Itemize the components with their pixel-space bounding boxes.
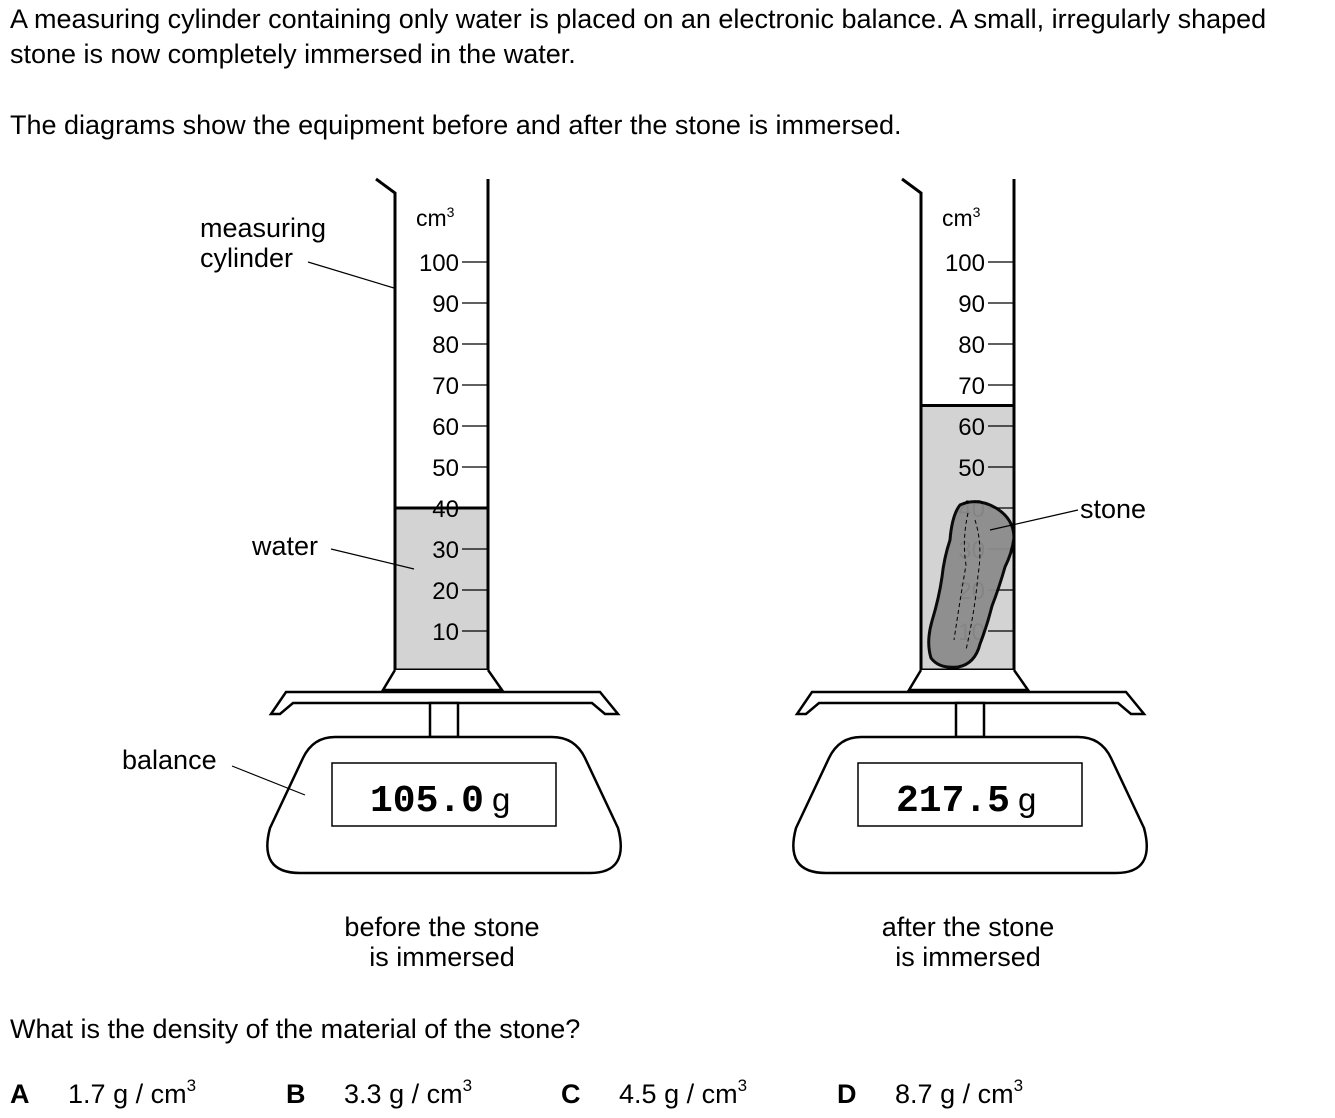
reading-unit: g (492, 781, 511, 818)
scale-tick-label: 100 (418, 250, 459, 277)
option-unit: g / cm (389, 1079, 463, 1109)
scale-tick-label: 60 (958, 414, 985, 441)
caption-after-line2: is immersed (895, 942, 1041, 972)
balance-reading: 217.5 (895, 780, 1010, 823)
scale-tick-label: 30 (432, 537, 459, 564)
scale-tick-label: 90 (958, 291, 985, 318)
before-apparatus (122, 179, 621, 972)
scale-tick-label: 40 (432, 496, 459, 523)
option-unit: g / cm (113, 1079, 187, 1109)
option-c[interactable] (561, 1077, 747, 1112)
intro-text: A measuring cylinder containing only water is placed on an electronic balance. A small, irregularly shaped stone is now completely immersed in the water. (10, 4, 1267, 69)
reading-unit: g (1018, 781, 1037, 818)
caption-before-line1: before the stone (344, 912, 540, 942)
scale-tick-label: 80 (958, 332, 985, 359)
caption-after-line1: after the stone (881, 912, 1055, 942)
scale-tick-label: 60 (432, 414, 459, 441)
option-value: 1.7 (68, 1079, 106, 1109)
question-text: What is the density of the material of the stone? (10, 1014, 581, 1044)
option-letter: A (10, 1079, 30, 1109)
option-value: 4.5 (619, 1079, 657, 1109)
scale-tick-label: 20 (432, 578, 459, 605)
label-stone: stone (1080, 494, 1147, 524)
cylinder-base (383, 670, 502, 690)
balance-diagram (0, 160, 1335, 990)
option-value: 3.3 (344, 1079, 382, 1109)
balance-reading: 105.0 (369, 780, 484, 823)
label-balance: balance (122, 745, 217, 775)
cylinder-base (909, 670, 1028, 690)
scale-tick-label: 100 (944, 250, 985, 277)
balance-stem (956, 703, 984, 737)
option-exp: 3 (186, 1076, 197, 1095)
option-exp: 3 (462, 1076, 473, 1095)
unit-label: $cm^3$ (416, 204, 455, 231)
scale-tick-label: 70 (432, 373, 459, 400)
scale-tick-label: 50 (432, 455, 459, 482)
option-letter: D (837, 1079, 857, 1109)
option-letter: C (561, 1079, 581, 1109)
option-b[interactable] (286, 1077, 472, 1112)
scale-tick-label: 10 (432, 619, 459, 646)
scale-tick-label: 50 (958, 455, 985, 482)
option-d[interactable] (837, 1077, 1023, 1112)
leader-cylinder (308, 262, 394, 288)
label-cylinder: cylinder (200, 243, 294, 273)
option-unit: g / cm (664, 1079, 738, 1109)
label-measuring: measuring (200, 213, 327, 243)
unit-label: $cm^3$ (942, 204, 981, 231)
option-value: 8.7 (895, 1079, 933, 1109)
caption-before-line2: is immersed (369, 942, 515, 972)
option-exp: 3 (1013, 1076, 1024, 1095)
scale-tick-label: 80 (432, 332, 459, 359)
option-letter: B (286, 1079, 306, 1109)
option-exp: 3 (737, 1076, 748, 1095)
scale-tick-label: 90 (432, 291, 459, 318)
balance-stem (430, 703, 458, 737)
scale-tick-label: 70 (958, 373, 985, 400)
option-unit: g / cm (940, 1079, 1014, 1109)
label-water: water (252, 531, 319, 561)
option-a[interactable] (10, 1077, 196, 1112)
after-apparatus (793, 179, 1146, 972)
diagram-description: The diagrams show the equipment before and after the stone is immersed. (10, 110, 902, 140)
